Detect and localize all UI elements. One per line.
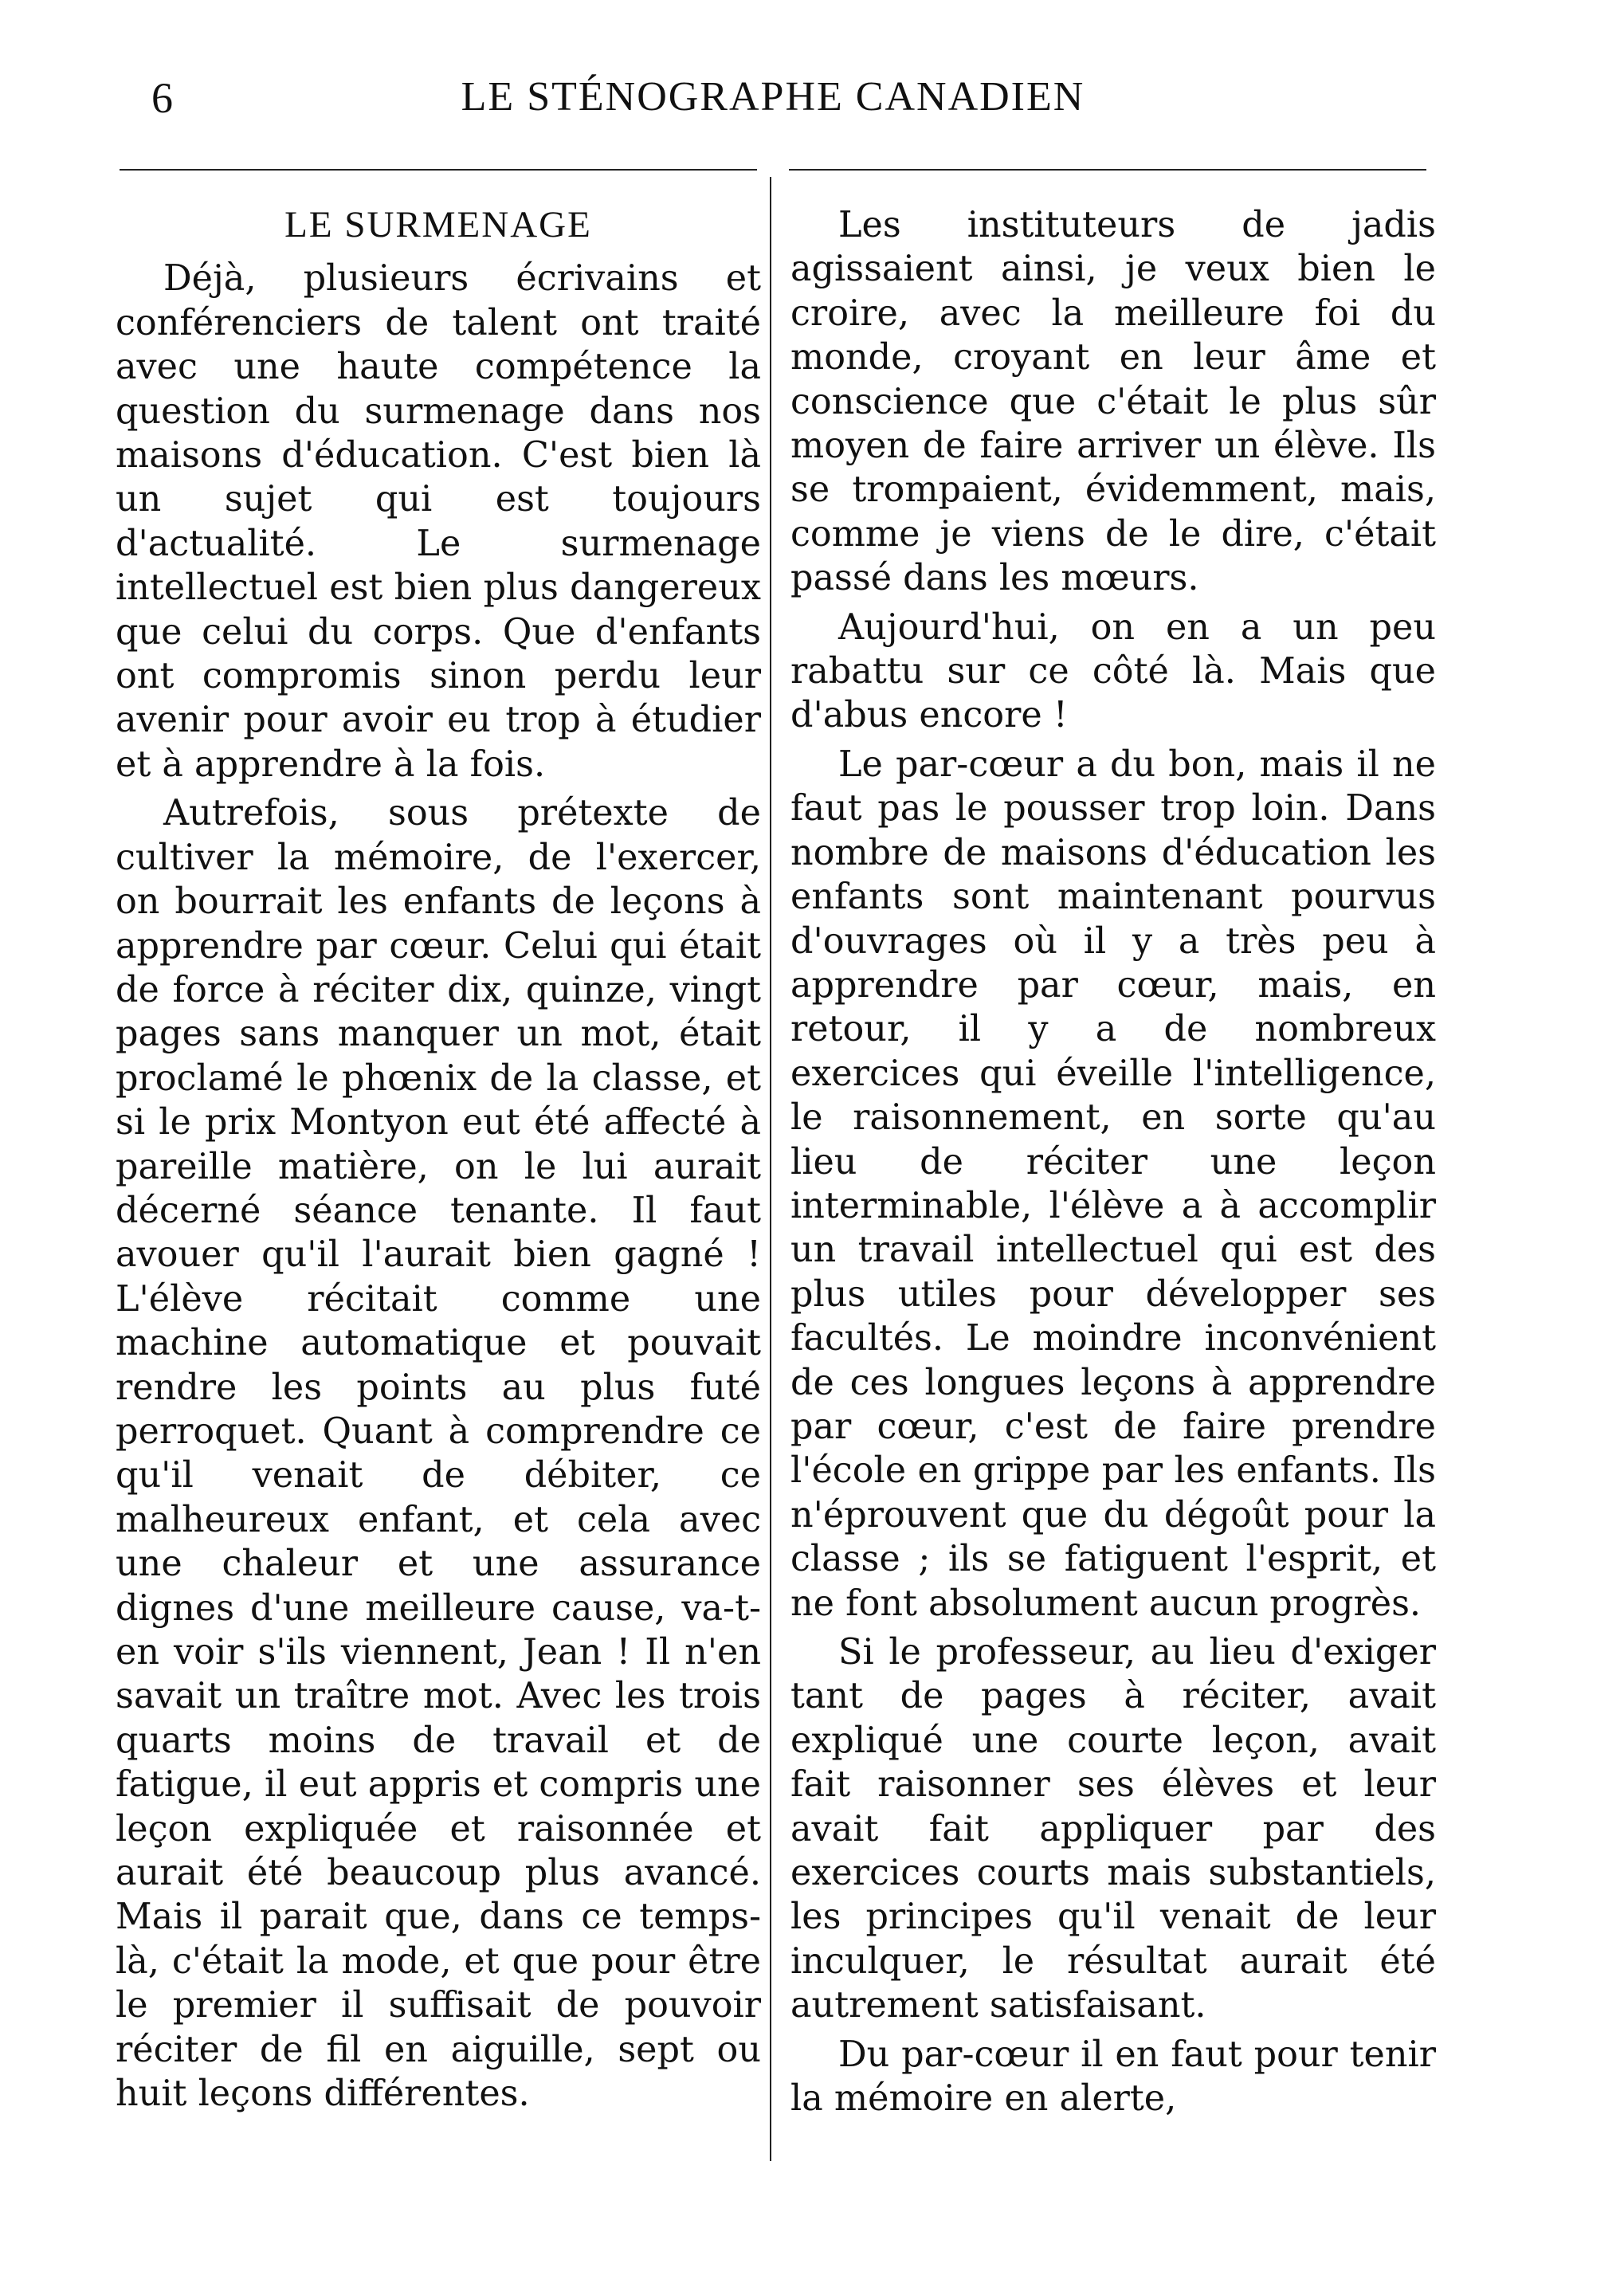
article-title: LE SURMENAGE [284,204,592,245]
paragraph: Le par-cœur a du bon, mais il ne faut pas le pousser trop loin. Dans nombre de maisons d'éducation les enfants sont maintenant pourvus d'ouvrages où il y a très peu à apprendre par cœur, mais, en retour, il y a de nombreux exercices qui éveille l'intelligence, le raisonnement, en sorte qu'au lieu de réciter une leçon interminable, l'élève a à accomplir un travail intellectuel qui est des plus utiles pour développer ses facultés. Le moindre inconvénient de ces longues leçons à apprendre par cœur, c'est de faire prendre l'école en grippe par les enfants. Ils n'éprouvent que du dégoût pour la classe ; ils se fatiguent l'esprit, et ne font absolument aucun progrès. [790,743,1436,1624]
paragraph: Les instituteurs de jadis agissaient ainsi, je veux bien le croire, avec la meilleure foi du monde, croyant en leur âme et conscience que c'était le plus sûr moyen de faire arriver un élève. Ils se trompaient, évidemment, mais, comme je viens de le dire, c'était passé dans les mœurs. [790,205,1436,599]
column-divider [770,177,771,2161]
running-head: LE STÉNOGRAPHE CANADIEN [461,74,1085,120]
paragraph: Autrefois, sous prétexte de cultiver la mémoire, de l'exercer, on bourrait les enfants de leçons à apprendre par cœur. Celui qui était de force à réciter dix, quinze, vingt pages sans manquer un mot, était proclamé le phœnix de la classe, et si le prix Montyon eut été affecté à pareille matière, on le lui aurait décerné séance tenante. Il faut avouer qu'il l'aurait bien gagné ! L'élève récitait comme une machine automatique et pouvait rendre les points au plus futé perroquet. Quant à comprendre ce qu'il venait de débiter, ce malheureux enfant, et cela avec une chaleur et une assurance dignes d'une meilleure cause, va-t-en voir s'ils viennent, Jean ! Il n'en savait un traître mot. Avec les trois quarts moins de travail et de fatigue, il eut appris et compris une leçon expliquée et raisonnée et aurait été beaucoup plus avancé. Mais il parait que, dans ce temps-là, c'était la mode, et que pour être le premier il suffisait de pouvoir réciter de fil en aiguille, sept ou huit leçons différentes. [116,793,761,2115]
paragraph: Déjà, plusieurs écrivains et conférenciers de talent ont traité avec une haute compétence la question du surmenage dans nos maisons d'éducation. C'est bien là un sujet qui est toujours d'actualité. Le surmenage intellectuel est bien plus dangereux que celui du corps. Que d'enfants ont compromis sinon perdu leur avenir pour avoir eu trop à étudier et à apprendre à la fois. [116,258,761,785]
paragraph: Si le professeur, au lieu d'exiger tant de pages à réciter, avait expliqué une courte leçon, avait fait raisonner ses élèves et leur avait fait appliquer par des exercices courts mais substantiels, les principes qu'il venait de leur inculquer, le résultat aurait été autrement satisfaisant. [790,1632,1436,2026]
paragraph: Du par-cœur il en faut pour tenir la mémoire en alerte, [790,2034,1436,2120]
header-rule-left [120,169,757,171]
right-column [790,203,1436,2125]
header-rule-right [789,169,1426,171]
paragraph: Aujourd'hui, on en a un peu rabattu sur ce côté là. Mais que d'abus encore ! [790,606,1436,736]
page-number: 6 [151,74,173,122]
left-column [116,203,761,2120]
